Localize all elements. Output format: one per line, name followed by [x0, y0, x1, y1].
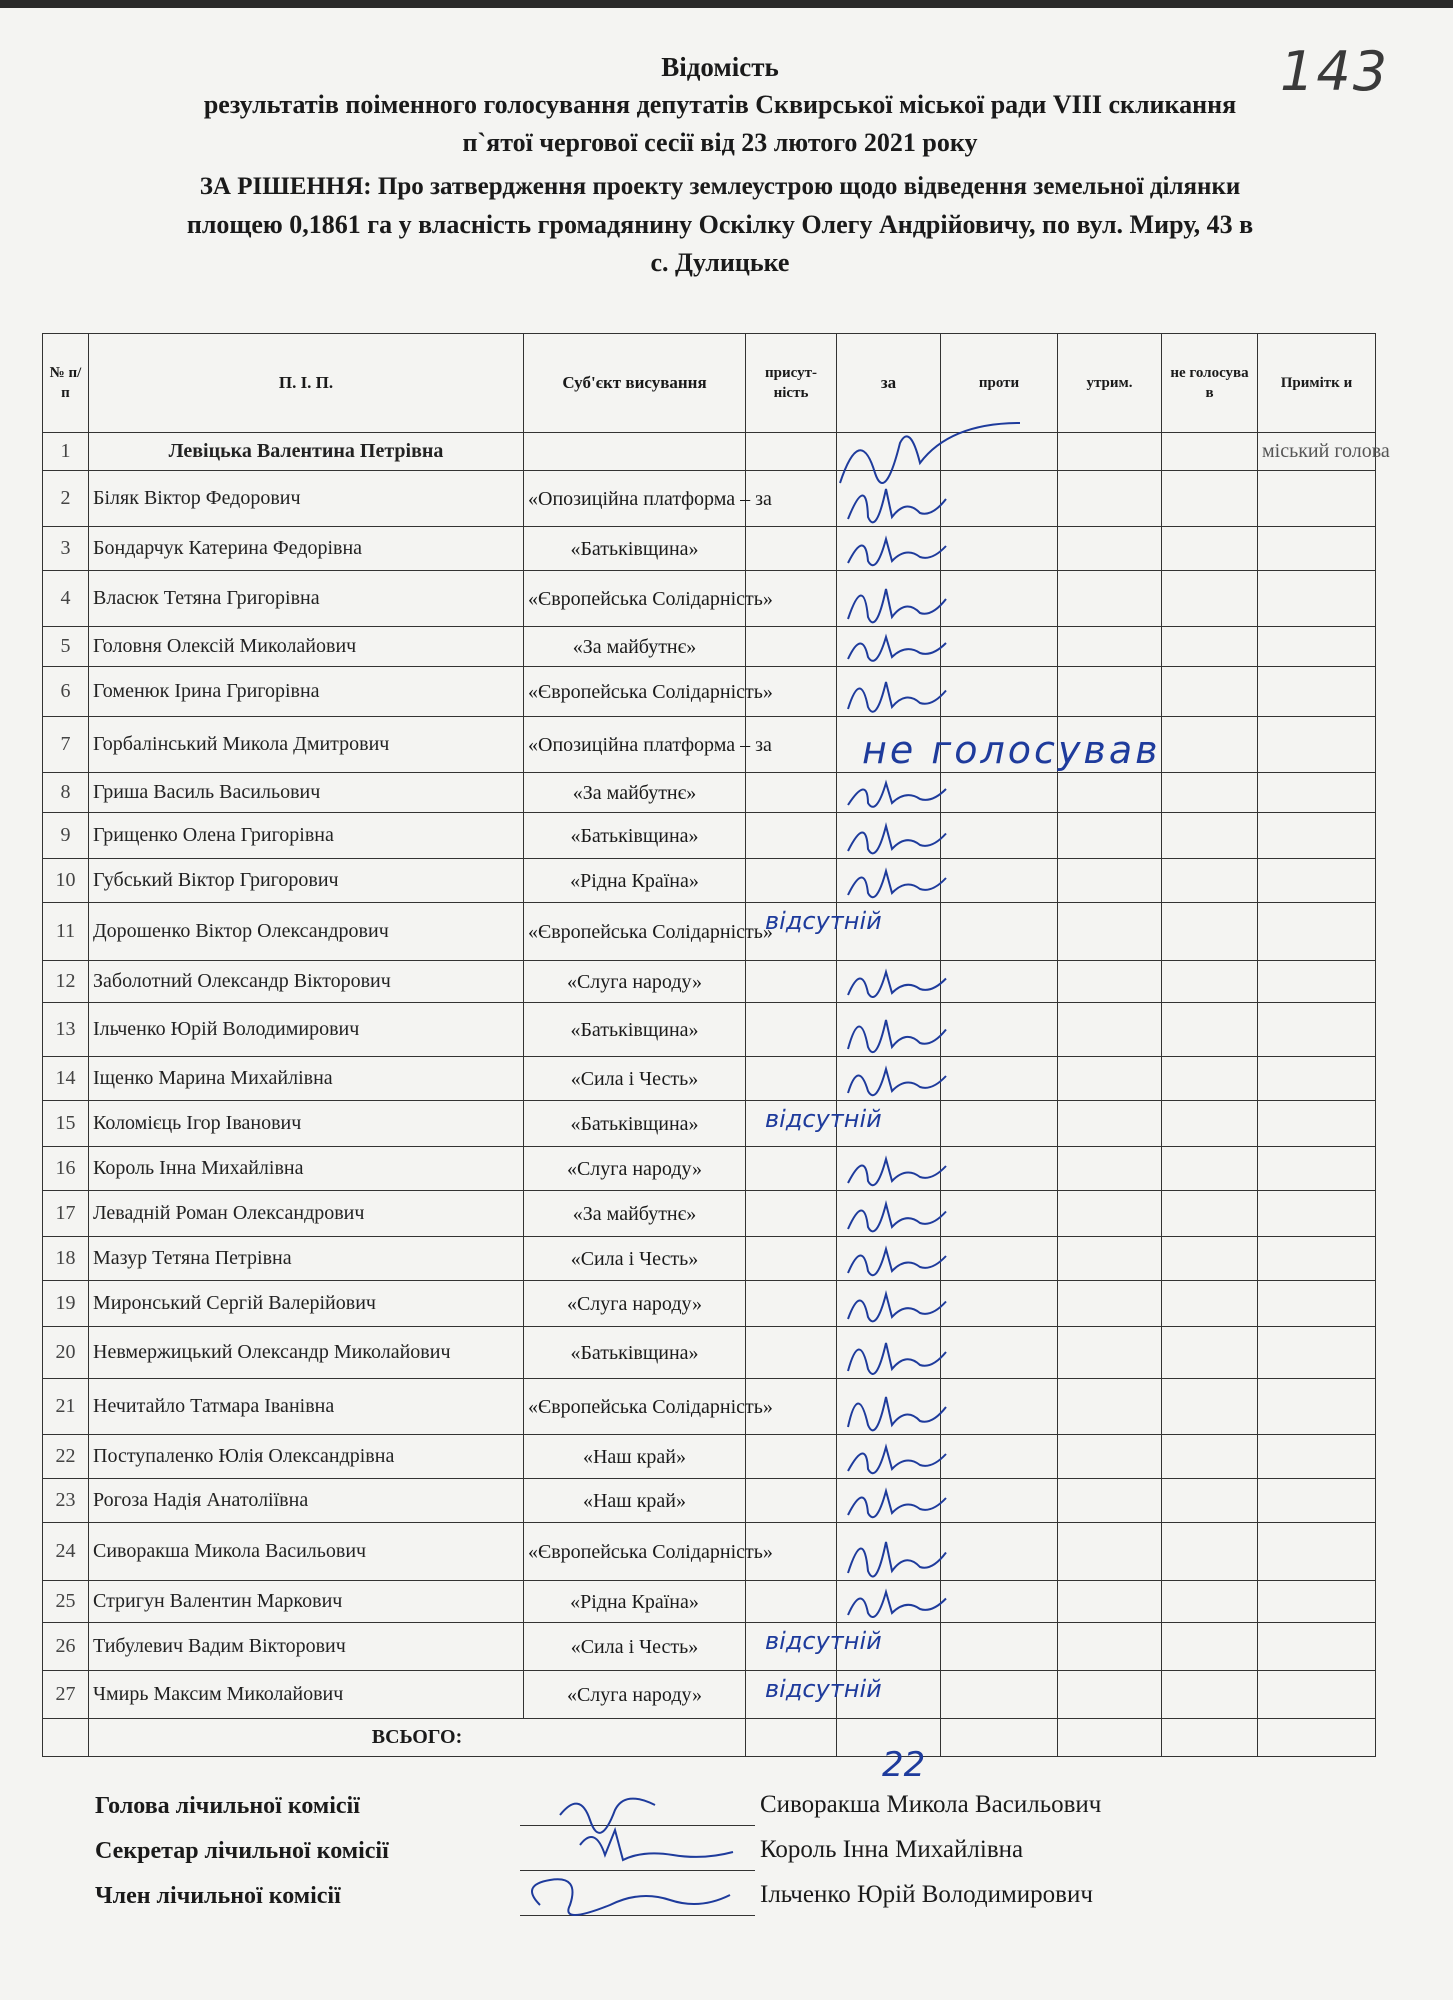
signature-scribble [840, 1147, 950, 1191]
signature-scribble [840, 1379, 950, 1435]
deputy-name: Грищенко Олена Григорівна [89, 813, 524, 859]
against-cell [941, 1191, 1058, 1237]
not-voted-cell [1162, 433, 1258, 471]
not-voted-cell [1162, 773, 1258, 813]
nominating-party: «Європейська Солідарність» [524, 667, 746, 717]
nominating-party: «Наш край» [524, 1435, 746, 1479]
handwritten-absent-note: відсутній [765, 1104, 882, 1133]
nominating-party: «Сила і Честь» [524, 1623, 746, 1671]
decision-line-1: ЗА РІШЕННЯ: Про затвердження проекту землеустрою щодо відведення земельної ділянки [199, 173, 1241, 200]
against-cell [941, 1671, 1058, 1719]
abstain-cell [1058, 1523, 1162, 1581]
total-abstain-cell [1058, 1719, 1162, 1757]
total-against-cell [941, 1719, 1058, 1757]
handwritten-total-for: 22 [882, 1745, 926, 1785]
page-number: 143 [1280, 40, 1390, 103]
notes-cell [1258, 1379, 1376, 1435]
nominating-party: «Слуга народу» [524, 1147, 746, 1191]
deputy-name: Гриша Василь Васильович [89, 773, 524, 813]
presence-cell [746, 1147, 837, 1191]
table-row [43, 1623, 1376, 1671]
not-voted-cell [1162, 1523, 1258, 1581]
signature-scribble [840, 527, 950, 571]
nominating-party: «Європейська Солідарність» [524, 1379, 746, 1435]
not-voted-cell [1162, 1671, 1258, 1719]
abstain-cell [1058, 859, 1162, 903]
abstain-cell [1058, 773, 1162, 813]
against-cell [941, 1523, 1058, 1581]
presence-cell [746, 773, 837, 813]
chair-name: Сиворакша Микола Васильович [760, 1791, 1102, 1818]
notes-cell [1258, 1581, 1376, 1623]
against-cell [941, 1327, 1058, 1379]
not-voted-cell [1162, 813, 1258, 859]
table-row [43, 1523, 1376, 1581]
table-row [43, 717, 1376, 773]
presence-cell [746, 1435, 837, 1479]
abstain-cell [1058, 471, 1162, 527]
row-number: 20 [43, 1327, 89, 1379]
deputy-name: Тибулевич Вадим Вікторович [89, 1623, 524, 1671]
abstain-cell [1058, 961, 1162, 1003]
total-label: ВСЬОГО: [89, 1719, 746, 1757]
abstain-cell [1058, 1479, 1162, 1523]
against-cell [941, 859, 1058, 903]
deputy-name: Чмирь Максим Миколайович [89, 1671, 524, 1719]
table-header-row [43, 334, 1376, 433]
abstain-cell [1058, 1623, 1162, 1671]
row-number: 8 [43, 773, 89, 813]
not-voted-cell [1162, 1379, 1258, 1435]
nominating-party: «Опозиційна платформа – за [524, 471, 746, 527]
nominating-party: «Сила і Честь» [524, 1057, 746, 1101]
notes-cell [1258, 1191, 1376, 1237]
nominating-party: «Європейська Солідарність» [524, 571, 746, 627]
against-cell [941, 1581, 1058, 1623]
row-number: 1 [43, 433, 89, 471]
against-cell [941, 1003, 1058, 1057]
against-cell [941, 571, 1058, 627]
row-number: 15 [43, 1101, 89, 1147]
against-cell [941, 903, 1058, 961]
abstain-cell [1058, 1101, 1162, 1147]
deputy-name: Ільченко Юрій Володимирович [89, 1003, 524, 1057]
presence-cell [746, 961, 837, 1003]
against-cell [941, 1147, 1058, 1191]
against-cell [941, 1435, 1058, 1479]
notes-cell [1258, 1327, 1376, 1379]
row-number: 13 [43, 1003, 89, 1057]
notes-cell [1258, 1523, 1376, 1581]
notes-cell [1258, 1101, 1376, 1147]
deputy-name: Рогоза Надія Анатоліївна [89, 1479, 524, 1523]
presence-cell [746, 1057, 837, 1101]
col-party: Суб'єкт висування [524, 334, 746, 433]
deputy-name: Власюк Тетяна Григорівна [89, 571, 524, 627]
secretary-label: Секретар лічильної комісії [95, 1838, 389, 1864]
table-row [43, 1671, 1376, 1719]
against-cell [941, 773, 1058, 813]
commission-signatures [520, 1785, 760, 1935]
table-row [43, 773, 1376, 813]
table-row [43, 627, 1376, 667]
table-row [43, 571, 1376, 627]
table-row [43, 961, 1376, 1003]
notes-cell [1258, 667, 1376, 717]
row-number: 26 [43, 1623, 89, 1671]
abstain-cell [1058, 1671, 1162, 1719]
table-row [43, 1379, 1376, 1435]
total-row [43, 1719, 1376, 1757]
decision-line-3: с. Дулицьке [650, 248, 790, 277]
abstain-cell [1058, 1435, 1162, 1479]
document-header [40, 48, 1400, 282]
not-voted-cell [1162, 1327, 1258, 1379]
against-cell [941, 1237, 1058, 1281]
abstain-cell [1058, 1057, 1162, 1101]
abstain-cell [1058, 1281, 1162, 1327]
nominating-party: «Батьківщина» [524, 1003, 746, 1057]
row-number: 4 [43, 571, 89, 627]
row-number: 24 [43, 1523, 89, 1581]
handwritten-absent-note: відсутній [765, 1626, 882, 1655]
row-number: 22 [43, 1435, 89, 1479]
presence-cell [746, 1003, 837, 1057]
row-number: 25 [43, 1581, 89, 1623]
row-number: 5 [43, 627, 89, 667]
nominating-party: «Слуга народу» [524, 1281, 746, 1327]
not-voted-cell [1162, 627, 1258, 667]
deputy-name: Бондарчук Катерина Федорівна [89, 527, 524, 571]
notes-cell [1258, 1147, 1376, 1191]
deputy-name: Гоменюк Ірина Григорівна [89, 667, 524, 717]
not-voted-cell [1162, 1237, 1258, 1281]
table-row [43, 1191, 1376, 1237]
table-row [43, 1057, 1376, 1101]
not-voted-cell [1162, 1435, 1258, 1479]
signature-scribble [840, 1191, 950, 1237]
row-number: 16 [43, 1147, 89, 1191]
deputy-name: Коломієць Ігор Іванович [89, 1101, 524, 1147]
nominating-party: «Опозиційна платформа – за [524, 717, 746, 773]
notes-cell [1258, 1671, 1376, 1719]
member-name: Ільченко Юрій Володимирович [760, 1881, 1093, 1908]
row-number: 12 [43, 961, 89, 1003]
presence-cell [746, 1191, 837, 1237]
nominating-party: «Батьківщина» [524, 1101, 746, 1147]
subtitle-line-2: п`ятої чергової сесії від 23 лютого 2021 року [462, 128, 978, 157]
table-row [43, 433, 1376, 471]
handwritten-absent-note: відсутній [765, 1674, 882, 1703]
secretary-name: Король Інна Михайлівна [760, 1836, 1024, 1863]
member-label: Член лічильної комісії [95, 1883, 341, 1909]
signature-scribble [840, 1523, 950, 1581]
col-number: № п/п [43, 334, 89, 433]
col-abstain: утрим. [1058, 334, 1162, 433]
notes-cell [1258, 1003, 1376, 1057]
deputy-name: Нечитайло Татмара Іванівна [89, 1379, 524, 1435]
row-number: 23 [43, 1479, 89, 1523]
abstain-cell [1058, 1379, 1162, 1435]
deputy-name: Поступаленко Юлія Олександрівна [89, 1435, 524, 1479]
deputy-name: Левадній Роман Олександрович [89, 1191, 524, 1237]
notes-cell [1258, 773, 1376, 813]
table-row [43, 813, 1376, 859]
not-voted-cell [1162, 1057, 1258, 1101]
presence-cell [746, 1237, 837, 1281]
not-voted-cell [1162, 1191, 1258, 1237]
signature-scribble [840, 773, 950, 813]
not-voted-cell [1162, 1581, 1258, 1623]
abstain-cell [1058, 1327, 1162, 1379]
deputy-name: Дорошенко Віктор Олександрович [89, 903, 524, 961]
nominating-party: «Рідна Країна» [524, 1581, 746, 1623]
total-presence-cell [746, 1719, 837, 1757]
signature-scribble [840, 961, 950, 1003]
table-row [43, 1003, 1376, 1057]
against-cell [941, 667, 1058, 717]
total-not-voted-cell [1162, 1719, 1258, 1757]
nominating-party: «Європейська Солідарність» [524, 903, 746, 961]
signature-scribble [840, 1435, 950, 1479]
not-voted-cell [1162, 1003, 1258, 1057]
deputy-name: Мазур Тетяна Петрівна [89, 1237, 524, 1281]
signature-scribble [840, 627, 950, 667]
col-presence: присут-ність [746, 334, 837, 433]
not-voted-cell [1162, 1479, 1258, 1523]
signature-scribble [840, 571, 950, 627]
deputy-name: Горбалінський Микола Дмитрович [89, 717, 524, 773]
nominating-party: «За майбутнє» [524, 773, 746, 813]
table-row [43, 1479, 1376, 1523]
nominating-party: «Батьківщина» [524, 1327, 746, 1379]
notes-cell [1258, 527, 1376, 571]
nominating-party: «За майбутнє» [524, 1191, 746, 1237]
row-number: 2 [43, 471, 89, 527]
not-voted-cell [1162, 961, 1258, 1003]
notes-cell [1258, 1435, 1376, 1479]
table-row [43, 471, 1376, 527]
abstain-cell [1058, 571, 1162, 627]
table-body [43, 433, 1390, 1719]
deputy-name: Левіцька Валентина Петрівна [89, 433, 524, 471]
table-row [43, 1101, 1376, 1147]
row-number: 7 [43, 717, 89, 773]
not-voted-cell [1162, 1101, 1258, 1147]
deputy-name: Губський Віктор Григорович [89, 859, 524, 903]
not-voted-cell [1162, 717, 1258, 773]
against-cell [941, 1057, 1058, 1101]
col-not-voted: не голосува в [1162, 334, 1258, 433]
nominating-party: «Європейська Солідарність» [524, 1523, 746, 1581]
nominating-party: «Сила і Честь» [524, 1237, 746, 1281]
handwritten-absent-note: відсутній [765, 906, 882, 935]
signature-scribble [840, 1327, 950, 1379]
document-title: Відомість [661, 52, 779, 82]
against-cell [941, 1479, 1058, 1523]
notes-cell [1258, 1281, 1376, 1327]
presence-cell [746, 1479, 837, 1523]
abstain-cell [1058, 433, 1162, 471]
notes-cell [1258, 1237, 1376, 1281]
not-voted-cell [1162, 1281, 1258, 1327]
table-row [43, 859, 1376, 903]
signature-scribble [840, 1237, 950, 1281]
row-number: 3 [43, 527, 89, 571]
against-cell [941, 1101, 1058, 1147]
nominating-party: «Слуга народу» [524, 1671, 746, 1719]
row-number: 18 [43, 1237, 89, 1281]
abstain-cell [1058, 527, 1162, 571]
row-number: 19 [43, 1281, 89, 1327]
signature-scribble [840, 1281, 950, 1327]
against-cell [941, 627, 1058, 667]
against-cell [941, 527, 1058, 571]
signature-scribble [840, 1479, 950, 1523]
row-number: 6 [43, 667, 89, 717]
against-cell [941, 1623, 1058, 1671]
nominating-party: «Наш край» [524, 1479, 746, 1523]
deputy-name: Стригун Валентин Маркович [89, 1581, 524, 1623]
decision-line-2: площею 0,1861 га у власність громадянину Оскілку Олегу Андрійовичу, по вул. Миру, 43 в [186, 210, 1254, 239]
deputy-name: Заболотний Олександр Вікторович [89, 961, 524, 1003]
abstain-cell [1058, 667, 1162, 717]
table-row [43, 1147, 1376, 1191]
handwritten-not-voted: не голосував [862, 728, 1161, 772]
presence-cell [746, 527, 837, 571]
against-cell [941, 961, 1058, 1003]
table-row [43, 1237, 1376, 1281]
row-number: 17 [43, 1191, 89, 1237]
nominating-party: «Батьківщина» [524, 813, 746, 859]
presence-cell [746, 1581, 837, 1623]
against-cell [941, 1281, 1058, 1327]
table-row [43, 1435, 1376, 1479]
row-number: 21 [43, 1379, 89, 1435]
table-row [43, 667, 1376, 717]
notes-cell [1258, 859, 1376, 903]
nominating-party: «Батьківщина» [524, 527, 746, 571]
presence-cell [746, 859, 837, 903]
presence-cell [746, 433, 837, 471]
abstain-cell [1058, 1237, 1162, 1281]
abstain-cell [1058, 1147, 1162, 1191]
scan-top-edge [0, 0, 1453, 8]
presence-cell [746, 627, 837, 667]
nominating-party: «За майбутнє» [524, 627, 746, 667]
deputy-name: Головня Олексій Миколайович [89, 627, 524, 667]
not-voted-cell [1162, 471, 1258, 527]
against-cell [941, 1379, 1058, 1435]
abstain-cell [1058, 627, 1162, 667]
total-num-cell [43, 1719, 89, 1757]
abstain-cell [1058, 813, 1162, 859]
presence-cell [746, 813, 837, 859]
chair-label: Голова лічильної комісії [95, 1793, 360, 1819]
notes-cell: міський голова [1258, 433, 1376, 471]
table-row [43, 527, 1376, 571]
nominating-party: «Рідна Країна» [524, 859, 746, 903]
not-voted-cell [1162, 571, 1258, 627]
notes-cell [1258, 903, 1376, 961]
not-voted-cell [1162, 1147, 1258, 1191]
table-row [43, 1281, 1376, 1327]
row-number: 9 [43, 813, 89, 859]
not-voted-cell [1162, 667, 1258, 717]
deputy-name: Біляк Віктор Федорович [89, 471, 524, 527]
row-number: 11 [43, 903, 89, 961]
signature-scribble [840, 813, 950, 859]
deputy-name: Сиворакша Микола Васильович [89, 1523, 524, 1581]
abstain-cell [1058, 1003, 1162, 1057]
notes-cell [1258, 627, 1376, 667]
deputy-name: Король Інна Михайлівна [89, 1147, 524, 1191]
deputy-name: Невмержицький Олександр Миколайович [89, 1327, 524, 1379]
notes-cell [1258, 571, 1376, 627]
abstain-cell [1058, 1581, 1162, 1623]
deputy-name: Миронський Сергій Валерійович [89, 1281, 524, 1327]
row-number: 27 [43, 1671, 89, 1719]
notes-cell [1258, 1479, 1376, 1523]
not-voted-cell [1162, 903, 1258, 961]
signature-scribble [840, 667, 950, 717]
abstain-cell [1058, 903, 1162, 961]
col-for: за [837, 334, 941, 433]
presence-cell [746, 1281, 837, 1327]
col-name: П. І. П. [89, 334, 524, 433]
notes-cell [1258, 717, 1376, 773]
against-cell [941, 813, 1058, 859]
subtitle-line-1: результатів поіменного голосування депутатів Сквирської міської ради VIII скликання [203, 90, 1237, 119]
signature-scribble [840, 1057, 950, 1101]
notes-cell [1258, 813, 1376, 859]
nominating-party [524, 433, 746, 471]
notes-cell [1258, 1623, 1376, 1671]
vote-table [42, 333, 1390, 1757]
deputy-name: Іщенко Марина Михайлівна [89, 1057, 524, 1101]
abstain-cell [1058, 1191, 1162, 1237]
total-notes-cell [1258, 1719, 1376, 1757]
signature-scribble [840, 859, 950, 903]
notes-cell [1258, 961, 1376, 1003]
signature-scribble [840, 1581, 950, 1623]
col-against: проти [941, 334, 1058, 433]
notes-cell [1258, 1057, 1376, 1101]
table-row [43, 1581, 1376, 1623]
mayor-signature [830, 413, 1030, 503]
notes-cell [1258, 471, 1376, 527]
not-voted-cell [1162, 859, 1258, 903]
col-notes: Примітк и [1258, 334, 1376, 433]
not-voted-cell [1162, 1623, 1258, 1671]
not-voted-cell [1162, 527, 1258, 571]
row-number: 10 [43, 859, 89, 903]
presence-cell [746, 1327, 837, 1379]
nominating-party: «Слуга народу» [524, 961, 746, 1003]
row-number: 14 [43, 1057, 89, 1101]
table-row [43, 1327, 1376, 1379]
signature-scribble [840, 1003, 950, 1057]
table-row [43, 903, 1376, 961]
